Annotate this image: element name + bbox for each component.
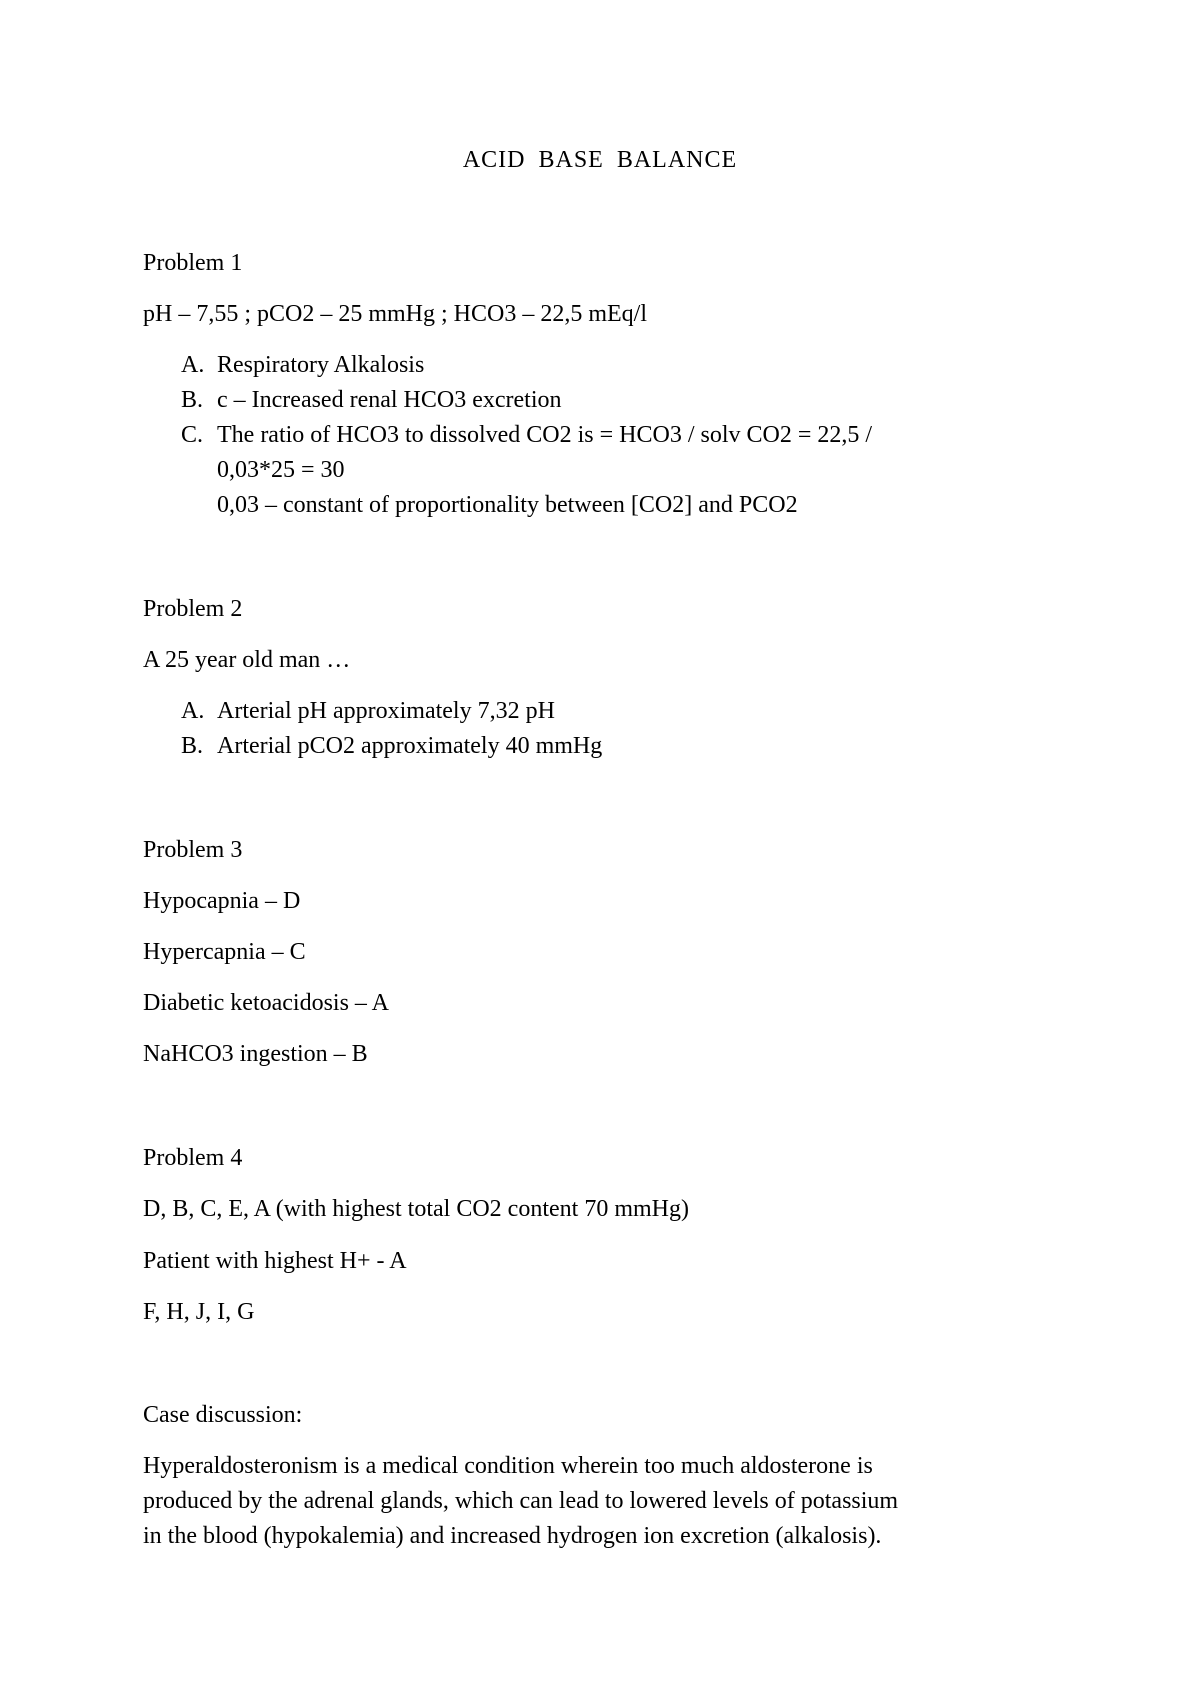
- problem-heading: Problem 2: [143, 596, 243, 622]
- case-heading: Case discussion:: [143, 1402, 303, 1428]
- problem-3-heading: [143, 833, 1063, 868]
- list-marker: A.: [181, 698, 205, 724]
- list-item: [143, 694, 1063, 729]
- problem-2-intro: [143, 643, 1063, 678]
- problem-4-line: [143, 1244, 1063, 1279]
- problem-2-heading: [143, 592, 1063, 627]
- case-discussion-heading: [143, 1398, 1063, 1433]
- answer-list: [143, 348, 1063, 523]
- problem-3-line: [143, 1037, 1063, 1072]
- list-item-text: Arterial pH approximately 7,32 pH: [217, 698, 555, 724]
- answer-line: Hypercapnia – C: [143, 939, 306, 965]
- answer-line: Patient with highest H+ - A: [143, 1248, 407, 1274]
- answer-line: Diabetic ketoacidosis – A: [143, 990, 389, 1016]
- list-marker: B.: [181, 387, 204, 413]
- list-item: [143, 383, 1063, 418]
- list-item: [143, 418, 1063, 523]
- problem-4-heading: [143, 1141, 1063, 1176]
- case-line: Hyperaldosteronism is a medical condition wherein too much aldosterone is: [143, 1453, 873, 1479]
- problem-1-answers: [143, 348, 1063, 523]
- problem-3-line: [143, 986, 1063, 1021]
- case-line: produced by the adrenal glands, which can lead to lowered levels of potassium: [143, 1488, 899, 1514]
- list-marker: B.: [181, 733, 204, 759]
- list-item-continuation: 0,03*25 = 30: [217, 457, 345, 483]
- problem-heading: Problem 3: [143, 837, 243, 863]
- problem-heading: Problem 4: [143, 1145, 243, 1171]
- list-item-continuation: 0,03 – constant of proportionality between [CO2] and PCO2: [217, 492, 798, 518]
- list-item-text: c – Increased renal HCO3 excretion: [217, 387, 562, 413]
- list-item-text: Respiratory Alkalosis: [217, 352, 425, 378]
- problem-intro-line: A 25 year old man …: [143, 647, 351, 673]
- list-marker: C.: [181, 422, 204, 448]
- problem-3-line: [143, 935, 1063, 970]
- problem-4-line: [143, 1295, 1063, 1330]
- answer-line: F, H, J, I, G: [143, 1299, 255, 1325]
- answer-line: D, B, C, E, A (with highest total CO2 content 70 mmHg): [143, 1196, 689, 1222]
- case-discussion-body: [143, 1449, 1063, 1554]
- answer-list: [143, 694, 1063, 764]
- problem-4-line: [143, 1192, 1063, 1227]
- problem-values-line: pH – 7,55 ; pCO2 – 25 mmHg ; HCO3 – 22,5 mEq/l: [143, 301, 648, 327]
- list-item-text: The ratio of HCO3 to dissolved CO2 is = HCO3 / solv CO2 = 22,5 /: [217, 422, 873, 448]
- problem-heading: Problem 1: [143, 250, 243, 276]
- list-marker: A.: [181, 352, 205, 378]
- problem-2-answers: [143, 694, 1063, 764]
- document-title: ACID BASE BALANCE: [462, 147, 738, 173]
- case-line: in the blood (hypokalemia) and increased hydrogen ion excretion (alkalosis).: [143, 1523, 882, 1549]
- list-item-text: Arterial pCO2 approximately 40 mmHg: [217, 733, 603, 759]
- problem-1-values: [143, 297, 1063, 332]
- problem-1-heading: [143, 246, 1063, 281]
- problem-3-line: [143, 884, 1063, 919]
- list-item: [143, 348, 1063, 383]
- list-item: [143, 729, 1063, 764]
- answer-line: Hypocapnia – D: [143, 888, 301, 914]
- answer-line: NaHCO3 ingestion – B: [143, 1041, 368, 1067]
